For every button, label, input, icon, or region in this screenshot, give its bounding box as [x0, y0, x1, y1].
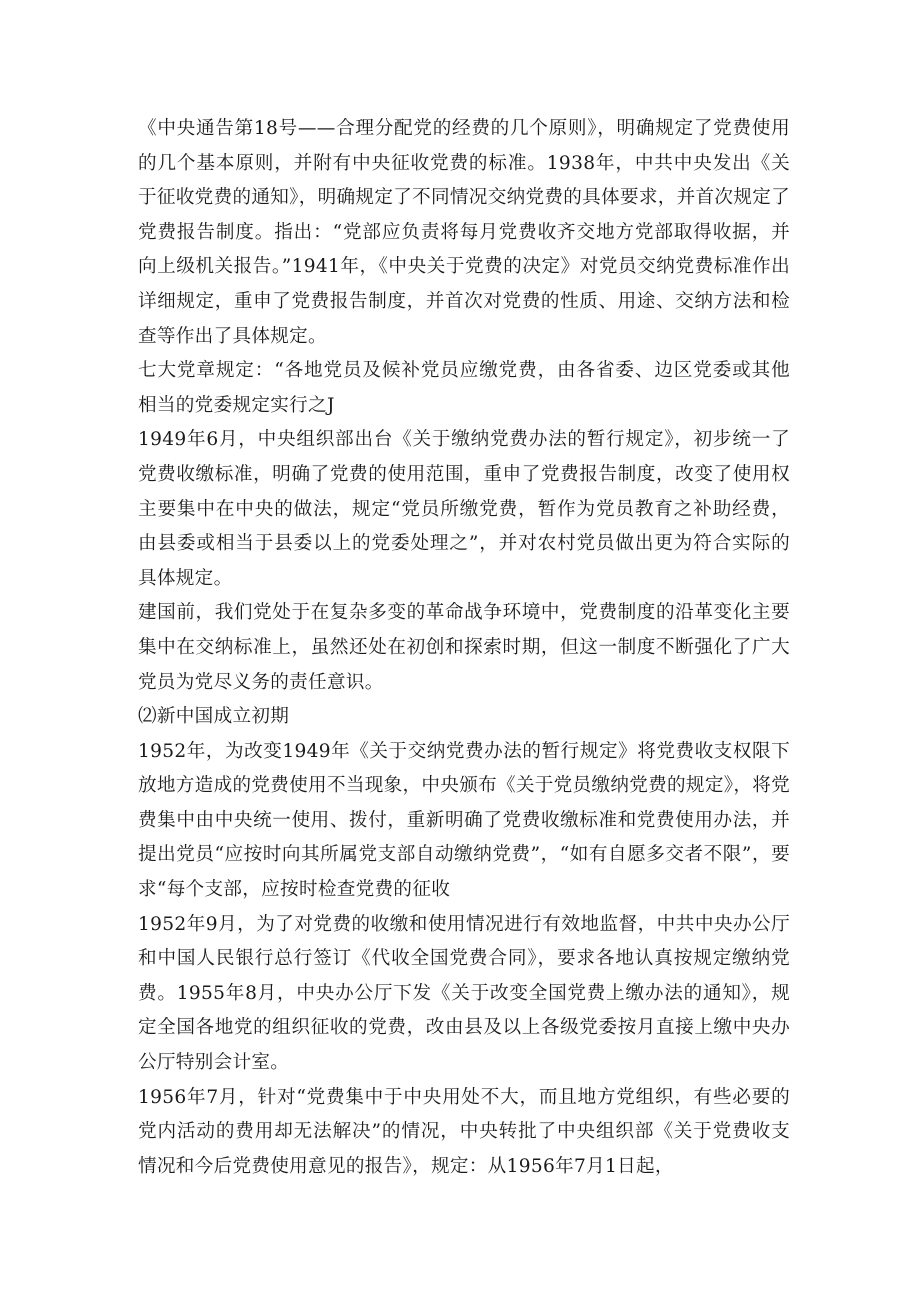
paragraph-seventh-congress-charter: 七大党章规定：“各地党员及候补党员应缴党费，由各省委、边区党委或其他相当的党委规定实行之J [138, 360, 790, 416]
paragraph-pre-founding-summary: 建国前，我们党处于在复杂多变的革命战争环境中，党费制度的沿革变化主要集中在交纳标准上，虽然还处在初创和探索时期，但这一制度不断强化了广大党员为党尽义务的责任意识。 [138, 602, 790, 693]
document-body [138, 112, 790, 1184]
paragraph-party-fee-principles: 《中央通告第18号——合理分配党的经费的几个原则》，明确规定了党费使用的几个基本原则，并附有中央征收党费的标准。1938年，中共中央发出《关于征收党费的通知》，明确规定了不同情况交纳党费的具体要求，并首次规定了党费报告制度。指出：“党部应负责将每月党费收齐交地方党部取得收据，并向上级机关报告。”1941年，《中央关于党费的决定》对党员交纳党费标准作出详细规定，重申了党费报告制度，并首次对党费的性质、用途、交纳方法和检查等作出了具体规定。 [138, 118, 790, 347]
paragraph-1952-september-contract: 1952年9月，为了对党费的收缴和使用情况进行有效地监督，中共中央办公厅和中国人民银行总行签订《代收全国党费合同》，要求各地认真按规定缴纳党费。1955年8月，中央办公厅下发《关于改变全国党费上缴办法的通知》，规定全国各地党的组织征收的党费，改由县及以上各级党委按月直接上缴中央办公厅特别会计室。 [138, 913, 790, 1074]
paragraph-1952-regulations: 1952年，为改变1949年《关于交纳党费办法的暂行规定》将党费收支权限下放地方造成的党费使用不当现象，中央颁布《关于党员缴纳党费的规定》，将党费集中由中央统一使用、拨付，重新明确了党费收缴标准和党费使用办法，并提出党员“应按时向其所属党支部自动缴纳党费”，“如有自愿多交者不限”，要求“每个支部，应按时检查党费的征收 [138, 740, 790, 901]
section-heading-early-prc: ⑵新中国成立初期 [138, 706, 290, 728]
paragraph-1949-provisional-rules: 1949年6月，中央组织部出台《关于缴纳党费办法的暂行规定》，初步统一了党费收缴标准，明确了党费的使用范围，重申了党费报告制度，改变了使用权主要集中在中央的做法，规定“党员所缴党费，暂作为党员教育之补助经费，由县委或相当于县委以上的党委处理之”，并对农村党员做出更为符合实际的具体规定。 [138, 429, 790, 589]
paragraph-1956-july-report: 1956年7月，针对“党费集中于中央用处不大，而且地方党组织，有些必要的党内活动的费用却无法解决”的情况，中央转批了中央组织部《关于党费收支情况和今后党费使用意见的报告》，规定：从1956年7月1日起， [138, 1086, 790, 1177]
